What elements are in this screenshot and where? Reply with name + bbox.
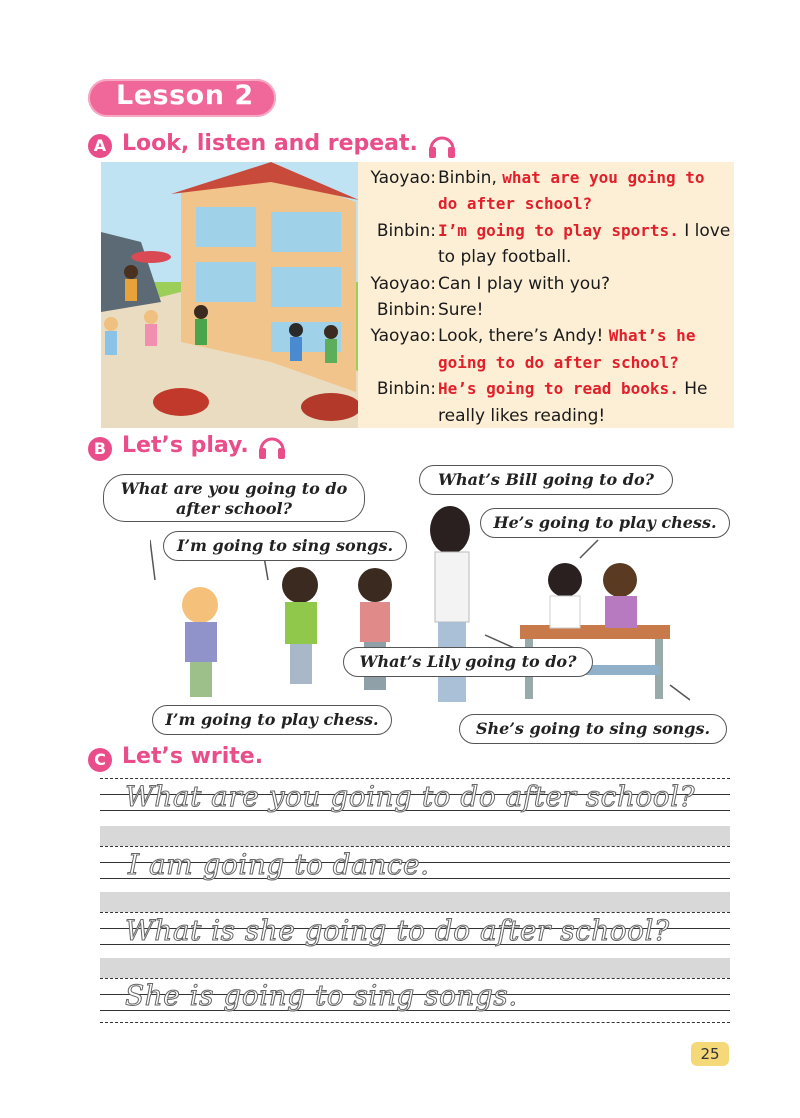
dialogue-text: Binbin, [438,168,503,188]
dialogue-text: to play football. [438,247,572,268]
highlighted-phrase: do after school? [438,194,593,214]
section-c-title: Let’s write. [122,744,264,769]
dialogue-line [362,403,730,429]
dialogue-line [362,350,730,376]
section-b-title: Let’s play. [122,433,249,458]
writing-gap-2 [100,892,730,912]
highlighted-phrase: what are you going to [502,168,705,187]
traced-sentence-2: I am going to dance. [128,848,430,881]
dialogue-text: Look, there’s Andy! [438,326,609,347]
dialogue-line [362,376,730,402]
section-a-title: Look, listen and repeat. [122,131,418,156]
dialogue-speaker: Yaoyao: [370,273,436,294]
dialogue-text: Can I play with you? [438,273,611,294]
writing-gap-3 [100,958,730,978]
section-b-badge: B [88,437,112,461]
dialogue-line [362,297,730,323]
speech-bubble-answer-4: She’s going to sing songs. [459,714,727,744]
section-a-badge: A [88,134,112,158]
highlighted-phrase: He’s going to read books. [438,379,679,399]
speech-bubble-answer-1: I’m going to sing songs. [163,531,407,561]
speech-bubble-answer-3: I’m going to play chess. [152,705,392,735]
speech-bubble-answer-2: He’s going to play chess. [480,508,730,538]
dialogue [362,165,730,429]
dialogue-line [362,323,730,349]
writing-gap-1 [100,826,730,846]
school-scene-illustration [101,162,359,428]
speech-bubble-question-3: What’s Lily going to do? [343,647,593,677]
section-c-badge: C [88,748,112,772]
traced-sentence-1: What are you going to do after school? [125,780,696,813]
dialogue-text: really likes reading! [438,405,606,426]
dialogue-line [362,191,730,217]
dialogue-speaker: Binbin: [376,379,436,400]
lesson-title: Lesson 2 [116,80,254,111]
highlighted-phrase: going to do after school? [438,352,679,372]
dialogue-speaker: Binbin: [376,299,436,320]
dialogue-line [362,218,730,244]
dialogue-line [362,165,730,191]
dialogue-line [362,271,730,297]
dialogue-text: I love [678,220,731,241]
page-number: 25 [691,1042,729,1066]
headphones-icon[interactable] [257,432,287,462]
dialogue-text: He [678,379,708,400]
speech-bubble-question-1: What are you going to do after school? [103,474,365,522]
traced-sentence-3: What is she going to do after school? [125,914,670,947]
headphones-icon[interactable] [427,131,457,161]
speech-bubble-question-2: What’s Bill going to do? [419,465,673,495]
highlighted-phrase: I’m going to play sports. [438,220,679,240]
traced-sentence-4: She is going to sing songs. [125,979,518,1012]
dialogue-speaker: Yaoyao: [370,326,436,347]
highlighted-phrase: What’s he [608,326,696,346]
dialogue-text: Sure! [438,299,484,320]
dialogue-speaker: Binbin: [376,220,436,241]
dialogue-speaker: Yaoyao: [370,168,436,188]
dialogue-line [362,244,730,270]
